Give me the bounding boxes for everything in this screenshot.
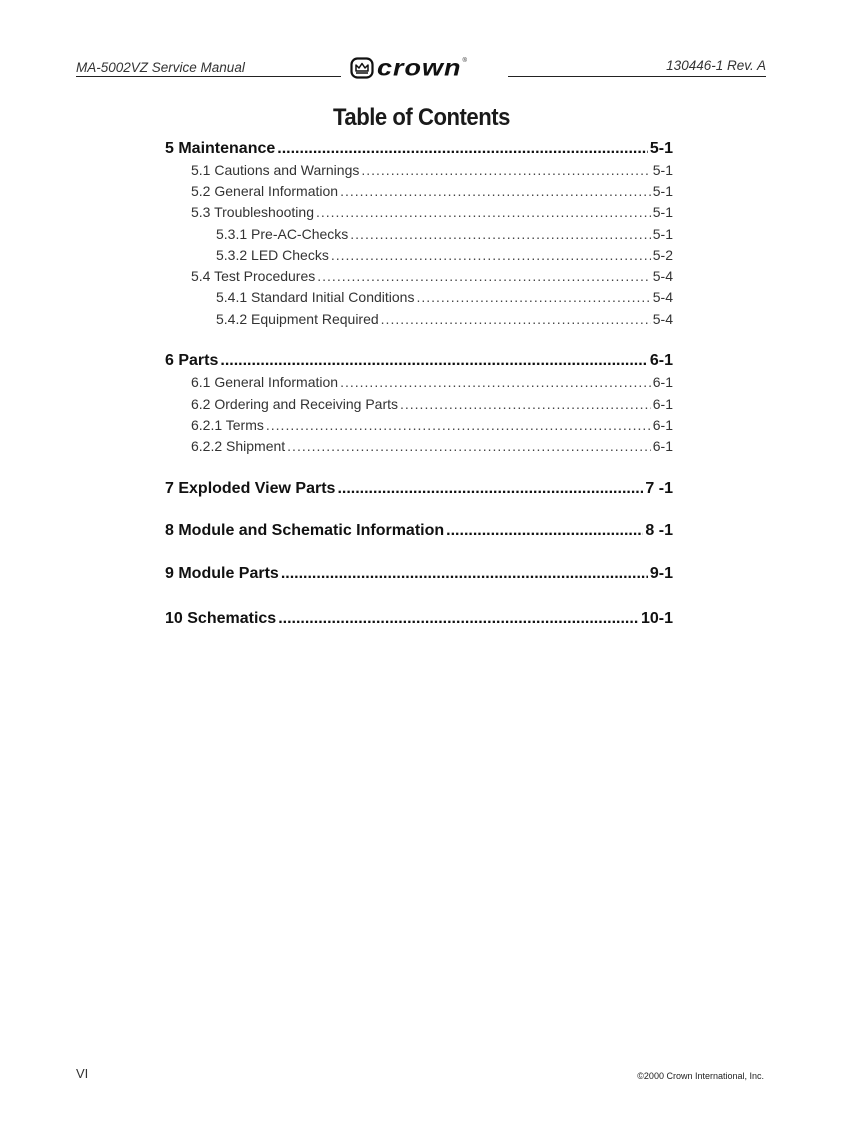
page-header <box>76 56 766 80</box>
toc-entry <box>191 415 673 436</box>
toc-entry <box>191 266 673 287</box>
toc-entry <box>165 478 673 499</box>
toc-leader-dots <box>317 266 651 287</box>
toc-entry <box>165 350 673 371</box>
toc-entry <box>191 394 673 415</box>
toc-leader-dots <box>416 287 650 308</box>
toc-entry <box>165 138 673 159</box>
toc-leader-dots <box>446 520 643 541</box>
toc-entry-label: 9 Module Parts <box>165 565 279 582</box>
toc-entry-page: 5-1 <box>649 140 673 157</box>
toc-leader-dots <box>266 415 651 436</box>
toc-leader-dots <box>316 202 651 223</box>
toc-entry-label: 6.2 Ordering and Receiving Parts <box>191 396 398 412</box>
copyright-notice: ©2000 Crown International, Inc. <box>637 1071 764 1081</box>
toc-leader-dots <box>381 309 651 330</box>
logo-wordmark: crown <box>377 55 462 81</box>
toc-entry-label: 6.2.2 Shipment <box>191 438 286 454</box>
toc-entry <box>216 309 673 330</box>
toc-entry-page: 5-1 <box>652 183 673 199</box>
toc-entry <box>216 287 673 308</box>
toc-entry-label: 5.3.2 LED Checks <box>216 247 329 263</box>
toc-leader-dots <box>220 350 648 371</box>
toc-entry-page: 6-1 <box>652 396 673 412</box>
toc-entry-page: 5-4 <box>652 311 673 327</box>
toc-entry <box>191 372 673 393</box>
toc-entry-page: 7 -1 <box>645 480 673 497</box>
toc-leader-dots <box>331 245 651 266</box>
crown-icon <box>350 57 374 79</box>
toc-entry-page: 6-1 <box>652 417 673 433</box>
toc-entry-page: 10-1 <box>640 610 673 627</box>
toc-entry-label: 5.2 General Information <box>191 183 339 199</box>
toc-entry-label: 5.1 Cautions and Warnings <box>191 162 360 178</box>
toc-entry <box>191 202 673 223</box>
toc-entry-label: 5.4.2 Equipment Required <box>216 311 379 327</box>
toc-entry-page: 6-1 <box>649 352 673 369</box>
toc-leader-dots <box>281 563 648 584</box>
toc-entry <box>191 181 673 202</box>
toc-entry <box>216 245 673 266</box>
toc-leader-dots <box>361 160 650 181</box>
toc-entry-label: 5.3.1 Pre-AC-Checks <box>216 226 349 242</box>
toc-entry-page: 5-2 <box>652 247 673 263</box>
toc-leader-dots <box>350 224 650 245</box>
crown-logo <box>350 56 467 80</box>
toc-leader-dots <box>278 608 639 629</box>
toc-entry-page: 6-1 <box>652 438 673 454</box>
toc-entry-page: 5-4 <box>652 268 673 284</box>
toc-entry-label: 10 Schematics <box>165 610 277 627</box>
toc-entry <box>191 160 673 181</box>
toc-entry <box>165 520 673 541</box>
document-number: 130446-1 Rev. A <box>508 58 766 77</box>
toc-entry-page: 5-1 <box>652 226 673 242</box>
toc-entry-label: 5.3 Troubleshooting <box>191 204 314 220</box>
toc-entry-label: 6.1 General Information <box>191 374 339 390</box>
toc-entry-label: 5.4.1 Standard Initial Conditions <box>216 289 415 305</box>
manual-title: MA-5002VZ Service Manual <box>76 60 341 77</box>
toc-leader-dots <box>277 138 648 159</box>
registered-mark: ® <box>462 58 467 64</box>
toc-entry-page: 8 -1 <box>645 522 673 539</box>
toc-leader-dots <box>337 478 643 499</box>
toc-entry-page: 6-1 <box>652 374 673 390</box>
toc-entry-label: 6.2.1 Terms <box>191 417 264 433</box>
toc-entry-label: 7 Exploded View Parts <box>165 480 336 497</box>
toc-leader-dots <box>340 372 651 393</box>
toc-leader-dots <box>287 436 651 457</box>
page-title: Table of Contents <box>332 104 510 131</box>
toc-entry-page: 5-1 <box>652 204 673 220</box>
toc-entry-label: 6 Parts <box>165 352 219 369</box>
toc-entry <box>191 436 673 457</box>
toc-leader-dots <box>400 394 651 415</box>
toc-leader-dots <box>340 181 651 202</box>
toc-entry-page: 5-4 <box>652 289 673 305</box>
toc-entry-label: 5 Maintenance <box>165 140 276 157</box>
toc-entry <box>165 608 673 629</box>
toc-entry <box>216 224 673 245</box>
page-number: VI <box>76 1066 89 1081</box>
toc-entry <box>165 563 673 584</box>
toc-entry-label: 5.4 Test Procedures <box>191 268 316 284</box>
toc-entry-page: 5-1 <box>652 162 673 178</box>
toc-entry-page: 9-1 <box>649 565 673 582</box>
toc-entry-label: 8 Module and Schematic Information <box>165 522 445 539</box>
